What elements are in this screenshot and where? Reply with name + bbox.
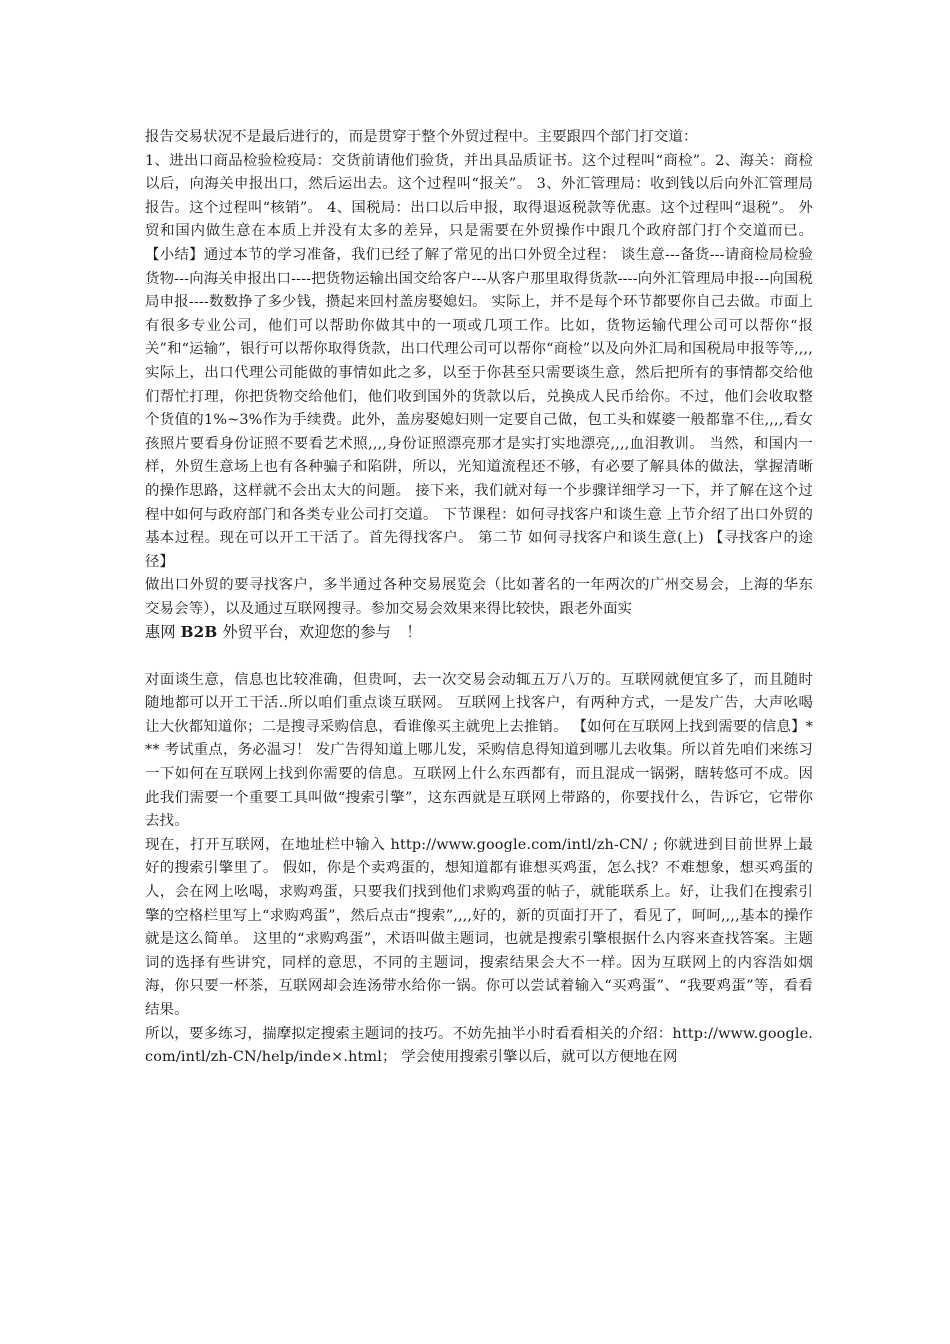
promo-suffix: 外贸平台，欢迎您的参与 ！ bbox=[217, 623, 422, 642]
blank-line bbox=[145, 645, 813, 669]
document-body bbox=[145, 126, 813, 1070]
promo-prefix: 惠网 bbox=[145, 623, 181, 642]
promo-line bbox=[145, 621, 813, 645]
promo-brand: B2B bbox=[180, 623, 218, 642]
paragraph-intro: 报告交易状况不是最后进行的，而是贯穿于整个外贸过程中。主要跟四个部门打交道： bbox=[145, 129, 698, 145]
paragraph-process: 1、进出口商品检验检疫局：交货前请他们验货，并出具品质证书。这个过程叫“商检”。2、海关：商检以后，向海关申报出口，然后运出去。这个过程叫“报关”。 3、外汇管理局：收到钱以后向外汇管理局报告。这个过程叫“核销”。 4、国税局：出口以后申报，取得退返税款等优惠。这个过程叫“退税”。 外贸和国内做生意在本质上并没有太多的差异，只是需要在外贸操作中跟几个政府部门打个交道而已。 【小结】通过本节的学习准备，我们已经了解了常见的出口外贸全过程： 谈生意---备货---请商检局检验货物---向海关申报出口----把货物运输出国交给客户---从客户那里取得货款----向外汇管理局申报---向国税局申报----数数挣了多少钱，攒起来回村盖房娶媳妇。 实际上，并不是每个环节都要你自己去做。市面上有很多专业公司，他们可以帮助你做其中的一项或几项工作。比如，货物运输代理公司可以帮你“报关”和“运输”，银行可以帮你取得货款，出口代理公司可以帮你“商检”以及向外汇局和国税局申报等等,,,,实际上，出口代理公司能做的事情如此之多，以至于你甚至只需要谈生意，然后把所有的事情都交给他们帮忙打理，你把货物交给他们，他们收到国外的货款以后，兑换成人民币给你。不过，他们会收取整个货值的1%~3%作为手续费。此外，盖房娶媳妇则一定要自己做，包工头和媒婆一般都靠不住,,,,看女孩照片要看身份证照不要看艺术照,,,,身份证照漂亮那才是实打实地漂亮,,,,血泪教训。 当然，和国内一样，外贸生意场上也有各种骗子和陷阱，所以，光知道流程还不够，有必要了解具体的做法，掌握清晰的操作思路，这样就不会出太大的问题。 接下来，我们就对每一个步骤详细学习一下，并了解在这个过程中如何与政府部门和各类专业公司打交道。 下节课程：如何寻找客户和谈生意 上节介绍了出口外贸的基本过程。现在可以开工干活了。首先得找客户。 第二节 如何寻找客户和谈生意(上) 【寻找客户的途径】 bbox=[145, 152, 813, 570]
paragraph-practice: 所以，要多练习，揣摩拟定搜索主题词的技巧。不妨先抽半小时看看相关的介绍：http://www.google.com/intl/zh-CN/help/inde×.html； 学会使用搜索引擎以后，就可以方便地在网 bbox=[145, 1025, 813, 1066]
paragraph-internet: 对面谈生意，信息也比较准确，但贵呵，去一次交易会动辄五万八万的。互联网就便宜多了，而且随时随地都可以开工干活..所以咱们重点谈互联网。 互联网上找客户，有两种方式，一是发广告，大声吆喝让大伙都知道你；二是搜寻采购信息，看谁像买主就兜上去推销。 【如何在互联网上找到需要的信息】*** 考试重点，务必温习！ 发广告得知道上哪儿发，采购信息得知道到哪儿去收集。所以首先咱们来练习一下如何在互联网上找到你需要的信息。互联网上什么东西都有，而且混成一锅粥，瞎转悠可不成。因此我们需要一个重要工具叫做“搜索引擎”，这东西就是互联网上带路的，你要找什么，告诉它，它带你去找。 bbox=[145, 671, 813, 830]
paragraph-search-engine: 现在，打开互联网，在地址栏中输入 http://www.google.com/intl/zh-CN/ ; 你就进到目前世界上最好的搜索引擎里了。 假如，你是个卖鸡蛋的，想知道都有谁想买鸡蛋，怎么找？不难想象，想买鸡蛋的人，会在网上吆喝，求购鸡蛋，只要我们找到他们求购鸡蛋的帖子，就能联系上。好，让我们在搜索引擎的空格栏里写上“求购鸡蛋”，然后点击“搜索”,,,,好的，新的页面打开了，看见了，呵呵,,,,基本的操作就是这么简单。 这里的“求购鸡蛋”，术语叫做主题词，也就是搜索引擎根据什么内容来查找答案。主题词的选择有些讲究，同样的意思，不同的主题词，搜索结果会大不一样。因为互联网上的内容浩如烟海，你只要一杯茶，互联网却会连汤带水给你一锅。你可以尝试着输入“买鸡蛋”、“我要鸡蛋”等，看看结果。 bbox=[145, 836, 813, 1018]
paragraph-find-customers: 做出口外贸的要寻找客户，多半通过各种交易展览会（比如著名的一年两次的广州交易会，上海的华东交易会等），以及通过互联网搜寻。参加交易会效果来得比较快，跟老外面实 bbox=[145, 577, 813, 617]
